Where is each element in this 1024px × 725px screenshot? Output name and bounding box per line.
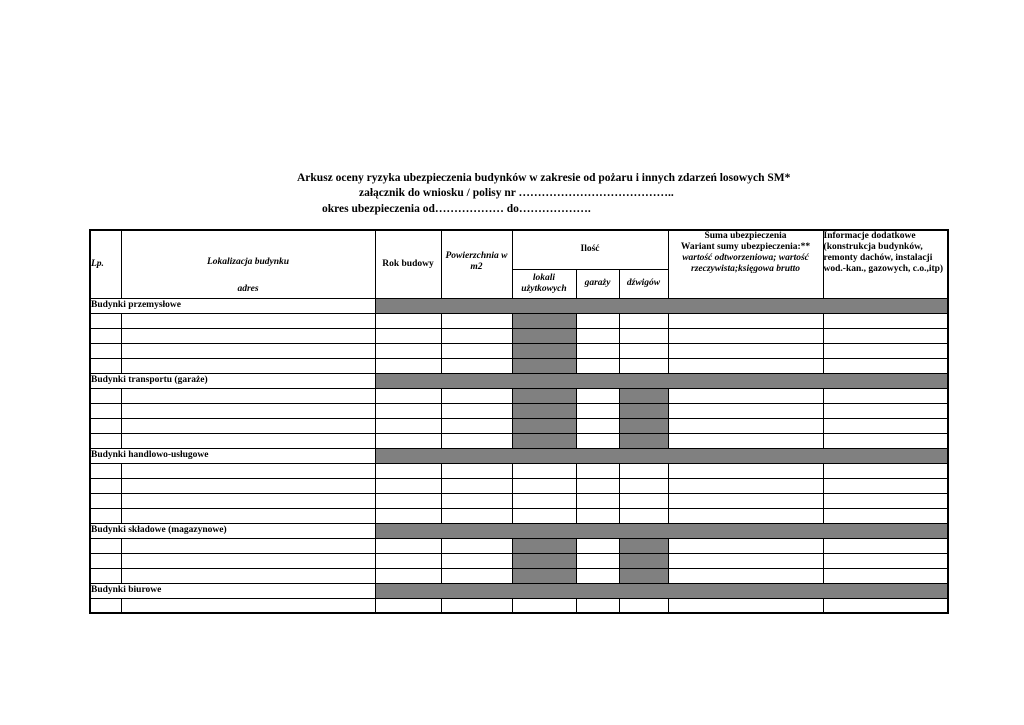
cell-adres[interactable]: [121, 433, 375, 448]
cell-dzwigow[interactable]: [619, 493, 668, 508]
cell-info[interactable]: [823, 433, 948, 448]
cell-rok[interactable]: [375, 343, 441, 358]
cell-powierzchnia[interactable]: [441, 493, 512, 508]
cell-suma[interactable]: [668, 553, 823, 568]
cell-garazy[interactable]: [576, 433, 619, 448]
risk-assessment-table: [89, 229, 949, 614]
cell-suma[interactable]: [668, 463, 823, 478]
cell-lp[interactable]: [90, 508, 121, 523]
cell-garazy[interactable]: [576, 508, 619, 523]
table-row: [90, 568, 948, 583]
cell-rok[interactable]: [375, 313, 441, 328]
cell-info[interactable]: [823, 388, 948, 403]
col-suma-opis: wartość odtworzeniowa; wartość rzeczywista;księgowa brutto: [682, 253, 809, 274]
cell-rok[interactable]: [375, 553, 441, 568]
table-row: [90, 358, 948, 373]
section-row: [90, 298, 948, 313]
cell-powierzchnia[interactable]: [441, 403, 512, 418]
cell-info[interactable]: [823, 598, 948, 613]
cell-lp[interactable]: [90, 553, 121, 568]
cell-dzwigow: [619, 388, 668, 403]
cell-powierzchnia[interactable]: [441, 358, 512, 373]
cell-suma[interactable]: [668, 343, 823, 358]
cell-rok[interactable]: [375, 358, 441, 373]
table-row: [90, 328, 948, 343]
cell-lp[interactable]: [90, 538, 121, 553]
table-row: [90, 493, 948, 508]
cell-rok[interactable]: [375, 463, 441, 478]
cell-adres[interactable]: [121, 493, 375, 508]
cell-rok[interactable]: [375, 598, 441, 613]
cell-rok[interactable]: [375, 508, 441, 523]
cell-dzwigow[interactable]: [619, 598, 668, 613]
cell-dzwigow[interactable]: [619, 478, 668, 493]
cell-rok[interactable]: [375, 403, 441, 418]
cell-info[interactable]: [823, 313, 948, 328]
cell-suma[interactable]: [668, 598, 823, 613]
cell-garazy[interactable]: [576, 418, 619, 433]
cell-garazy[interactable]: [576, 553, 619, 568]
cell-lp[interactable]: [90, 313, 121, 328]
cell-dzwigow[interactable]: [619, 343, 668, 358]
cell-dzwigow[interactable]: [619, 328, 668, 343]
cell-suma[interactable]: [668, 433, 823, 448]
cell-lp[interactable]: [90, 343, 121, 358]
cell-lokali: [512, 538, 576, 553]
cell-adres[interactable]: [121, 508, 375, 523]
cell-powierzchnia[interactable]: [441, 463, 512, 478]
table-row: [90, 463, 948, 478]
cell-adres[interactable]: [121, 313, 375, 328]
table-row: [90, 388, 948, 403]
cell-info[interactable]: [823, 403, 948, 418]
cell-suma[interactable]: [668, 328, 823, 343]
cell-powierzchnia[interactable]: [441, 553, 512, 568]
cell-adres[interactable]: [121, 538, 375, 553]
table-row: [90, 433, 948, 448]
cell-adres[interactable]: [121, 463, 375, 478]
col-adres-label: adres: [237, 284, 259, 294]
cell-suma[interactable]: [668, 493, 823, 508]
col-lokalizacja: [121, 230, 375, 298]
col-powierzchnia: Powierzchnia w m2: [441, 230, 512, 298]
table-row: [90, 553, 948, 568]
form-title: Arkusz oceny ryzyka ubezpieczenia budynków w zakresie od pożaru i innych zdarzeń losowych SM*: [297, 172, 791, 184]
cell-powierzchnia[interactable]: [441, 418, 512, 433]
cell-lp[interactable]: [90, 493, 121, 508]
cell-garazy[interactable]: [576, 493, 619, 508]
cell-lp[interactable]: [90, 478, 121, 493]
cell-info[interactable]: [823, 493, 948, 508]
cell-powierzchnia[interactable]: [441, 598, 512, 613]
cell-lp[interactable]: [90, 388, 121, 403]
section-label: Budynki transportu (garaże): [90, 373, 375, 388]
cell-lokali: [512, 313, 576, 328]
cell-rok[interactable]: [375, 493, 441, 508]
cell-adres[interactable]: [121, 328, 375, 343]
table-header: [90, 230, 948, 298]
cell-rok[interactable]: [375, 433, 441, 448]
cell-lokali[interactable]: [512, 463, 576, 478]
cell-suma[interactable]: [668, 388, 823, 403]
col-suma: [668, 230, 823, 298]
table-row: [90, 313, 948, 328]
cell-garazy[interactable]: [576, 343, 619, 358]
cell-dzwigow: [619, 553, 668, 568]
cell-rok[interactable]: [375, 388, 441, 403]
cell-lp[interactable]: [90, 358, 121, 373]
cell-suma[interactable]: [668, 313, 823, 328]
table-row: [90, 598, 948, 613]
cell-lp[interactable]: [90, 433, 121, 448]
cell-adres[interactable]: [121, 553, 375, 568]
cell-garazy[interactable]: [576, 403, 619, 418]
cell-lokali: [512, 568, 576, 583]
cell-info[interactable]: [823, 358, 948, 373]
section-shaded-band: [375, 298, 948, 313]
cell-powierzchnia[interactable]: [441, 478, 512, 493]
section-label: Budynki handlowo-usługowe: [90, 448, 375, 463]
col-rok-budowy: Rok budowy: [375, 230, 441, 298]
section-label: Budynki składowe (magazynowe): [90, 523, 375, 538]
cell-adres[interactable]: [121, 358, 375, 373]
cell-adres[interactable]: [121, 418, 375, 433]
cell-info[interactable]: [823, 538, 948, 553]
cell-suma[interactable]: [668, 358, 823, 373]
cell-powierzchnia[interactable]: [441, 388, 512, 403]
cell-suma[interactable]: [668, 568, 823, 583]
cell-info[interactable]: [823, 343, 948, 358]
cell-powierzchnia[interactable]: [441, 313, 512, 328]
table-body: [90, 298, 948, 613]
cell-garazy[interactable]: [576, 568, 619, 583]
cell-garazy[interactable]: [576, 478, 619, 493]
col-lokali: lokali użytkowych: [512, 269, 576, 298]
cell-dzwigow[interactable]: [619, 313, 668, 328]
cell-lokali: [512, 343, 576, 358]
cell-info[interactable]: [823, 328, 948, 343]
cell-info[interactable]: [823, 508, 948, 523]
cell-lp[interactable]: [90, 403, 121, 418]
section-row: [90, 583, 948, 598]
cell-rok[interactable]: [375, 538, 441, 553]
cell-garazy[interactable]: [576, 388, 619, 403]
table-row: [90, 538, 948, 553]
cell-adres[interactable]: [121, 478, 375, 493]
col-dzwigow: dźwigów: [619, 269, 668, 298]
insurance-period-line: okres ubezpieczenia od……………… do……………….: [322, 203, 591, 215]
cell-dzwigow: [619, 433, 668, 448]
cell-powierzchnia[interactable]: [441, 328, 512, 343]
table-row: [90, 343, 948, 358]
cell-powierzchnia[interactable]: [441, 538, 512, 553]
cell-dzwigow[interactable]: [619, 463, 668, 478]
section-shaded-band: [375, 373, 948, 388]
cell-dzwigow: [619, 538, 668, 553]
section-shaded-band: [375, 448, 948, 463]
cell-garazy[interactable]: [576, 328, 619, 343]
cell-lokali: [512, 418, 576, 433]
section-row: [90, 523, 948, 538]
section-shaded-band: [375, 523, 948, 538]
cell-rok[interactable]: [375, 418, 441, 433]
cell-lp[interactable]: [90, 568, 121, 583]
cell-garazy[interactable]: [576, 313, 619, 328]
cell-lokali: [512, 328, 576, 343]
cell-rok[interactable]: [375, 328, 441, 343]
cell-dzwigow: [619, 568, 668, 583]
cell-adres[interactable]: [121, 343, 375, 358]
cell-lp[interactable]: [90, 463, 121, 478]
cell-dzwigow: [619, 418, 668, 433]
cell-lokali[interactable]: [512, 508, 576, 523]
table-row: [90, 418, 948, 433]
cell-lokali: [512, 553, 576, 568]
cell-adres[interactable]: [121, 403, 375, 418]
col-lp: Lp.: [90, 230, 121, 298]
section-label: Budynki przemysłowe: [90, 298, 375, 313]
cell-rok[interactable]: [375, 478, 441, 493]
section-row: [90, 448, 948, 463]
cell-powierzchnia[interactable]: [441, 433, 512, 448]
cell-info[interactable]: [823, 553, 948, 568]
cell-adres[interactable]: [121, 388, 375, 403]
cell-lokali: [512, 388, 576, 403]
section-shaded-band: [375, 583, 948, 598]
table-row: [90, 508, 948, 523]
cell-lokali: [512, 403, 576, 418]
cell-dzwigow[interactable]: [619, 508, 668, 523]
col-lokalizacja-label: Lokalizacja budynku: [206, 257, 290, 267]
cell-garazy[interactable]: [576, 598, 619, 613]
cell-rok[interactable]: [375, 568, 441, 583]
col-info: Informacje dodatkowe (konstrukcja budynków, remonty dachów, instalacji wod.-kan., gazowych, c.o.,itp): [823, 230, 948, 298]
section-label: Budynki biurowe: [90, 583, 375, 598]
cell-suma[interactable]: [668, 538, 823, 553]
cell-lokali: [512, 358, 576, 373]
cell-lokali[interactable]: [512, 598, 576, 613]
cell-info[interactable]: [823, 463, 948, 478]
col-suma-title: Suma ubezpieczenia: [704, 231, 787, 241]
cell-suma[interactable]: [668, 478, 823, 493]
cell-info[interactable]: [823, 418, 948, 433]
cell-garazy[interactable]: [576, 463, 619, 478]
cell-dzwigow: [619, 403, 668, 418]
col-garazy: garaży: [576, 269, 619, 298]
section-row: [90, 373, 948, 388]
cell-suma[interactable]: [668, 418, 823, 433]
cell-lp[interactable]: [90, 328, 121, 343]
table-row: [90, 403, 948, 418]
cell-garazy[interactable]: [576, 358, 619, 373]
cell-garazy[interactable]: [576, 538, 619, 553]
cell-info[interactable]: [823, 478, 948, 493]
cell-powierzchnia[interactable]: [441, 508, 512, 523]
cell-lp[interactable]: [90, 418, 121, 433]
cell-lp[interactable]: [90, 598, 121, 613]
cell-adres[interactable]: [121, 598, 375, 613]
cell-suma[interactable]: [668, 508, 823, 523]
cell-powierzchnia[interactable]: [441, 343, 512, 358]
cell-lokali[interactable]: [512, 493, 576, 508]
cell-lokali[interactable]: [512, 478, 576, 493]
table-row: [90, 478, 948, 493]
cell-dzwigow[interactable]: [619, 358, 668, 373]
col-ilosc: Ilość: [512, 230, 668, 269]
cell-suma[interactable]: [668, 403, 823, 418]
cell-powierzchnia[interactable]: [441, 568, 512, 583]
col-suma-wariant: Wariant sumy ubezpieczenia:**: [680, 242, 811, 252]
cell-lokali: [512, 433, 576, 448]
cell-info[interactable]: [823, 568, 948, 583]
cell-adres[interactable]: [121, 568, 375, 583]
attachment-line: załącznik do wniosku / polisy nr …………………………………..: [359, 187, 674, 199]
